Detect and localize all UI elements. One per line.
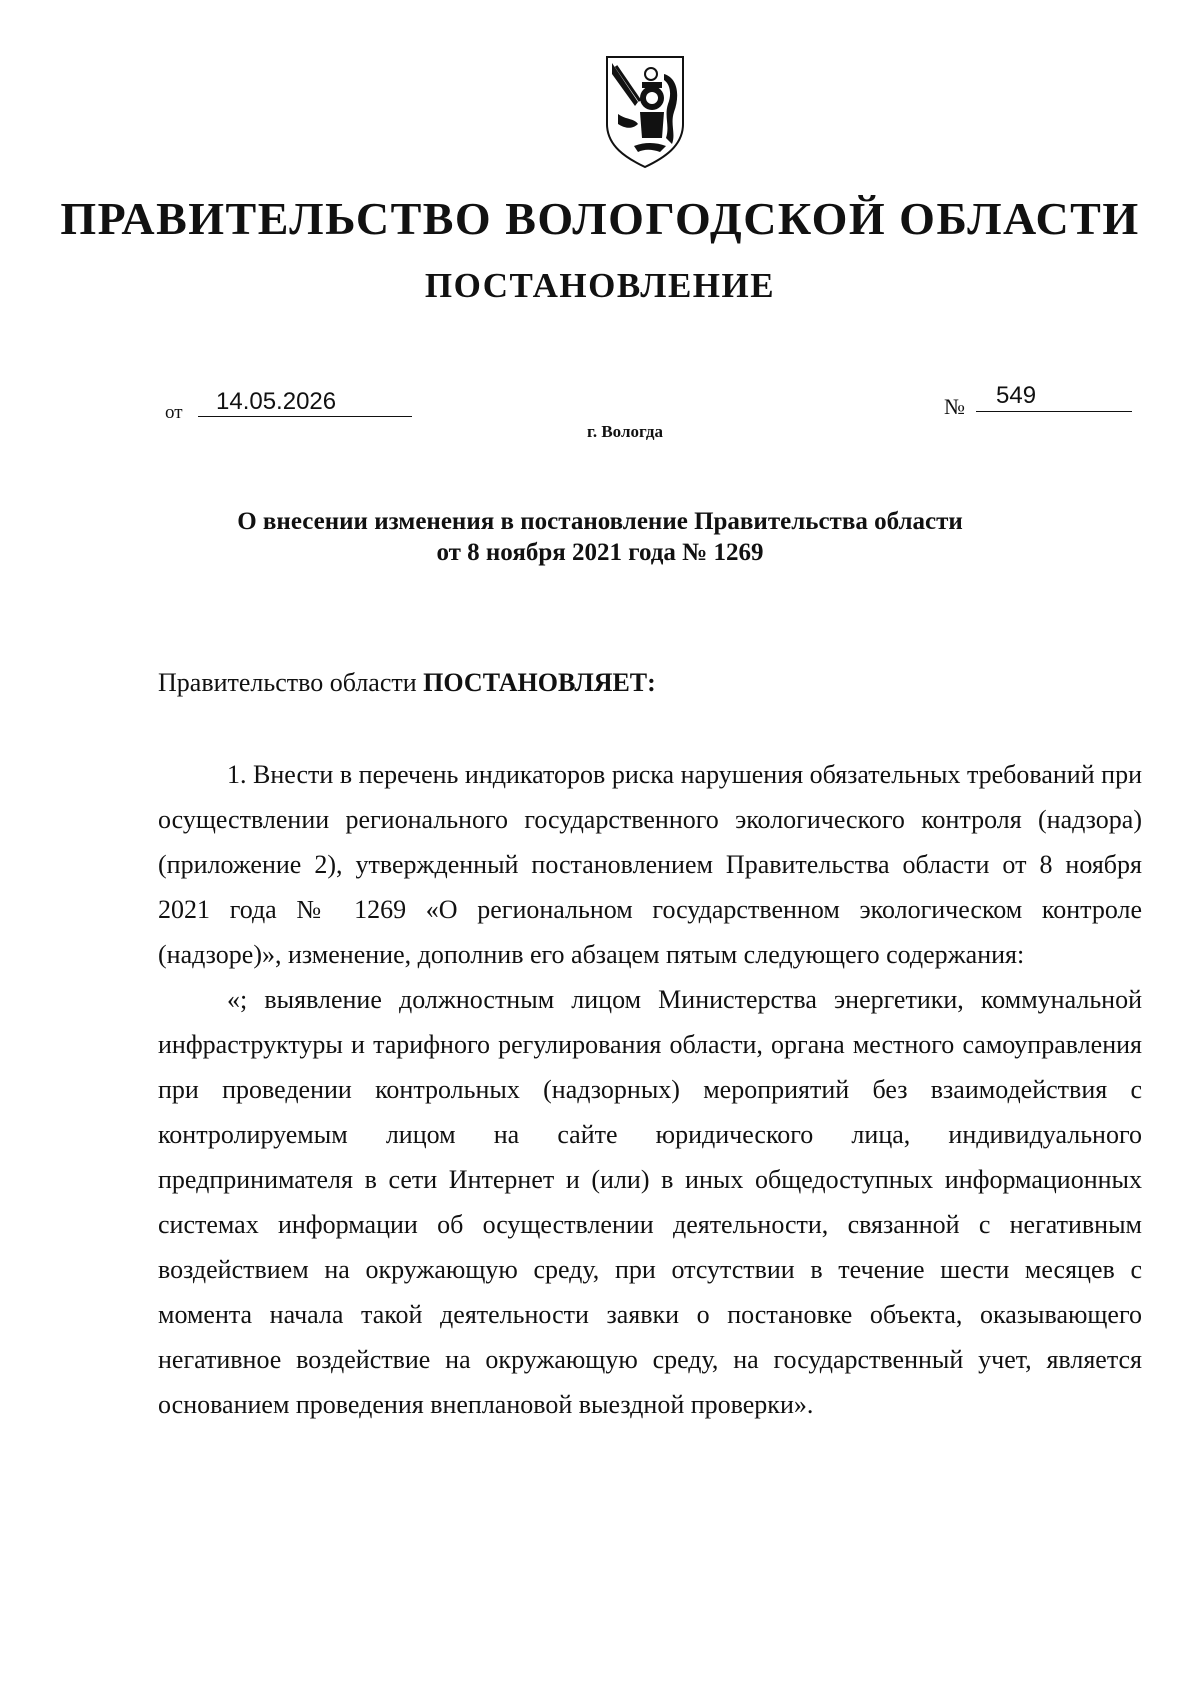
document-number: 549 <box>996 382 1037 409</box>
date-underline <box>198 416 412 417</box>
document-type-title: ПОСТАНОВЛЕНИЕ <box>424 266 776 305</box>
body-paragraph: «; выявление должностным лицом Министерства энергетики, коммунальной инфраструктуры и тарифного регулирования области, органа местного самоуправления при проведении контрольных (надзорных) мероприятий без взаимодействия с контролируемым лицом на сайте юридического лица, индивидуального предпринимателя в сети Интернет и (или) в иных общедоступных информационных системах информации об осуществлении деятельности, связанной с негативным воздействием на окружающую среду, при отсутствии в течение шести месяцев с момента начала такой деятельности заявки о постановке объекта, оказывающего негативное воздействие на окружающую среду, на государственный учет, является основанием проведения внеплановой выездной проверки». <box>158 985 1142 1419</box>
date-from-label: от <box>165 402 183 423</box>
document-subject <box>0 506 1200 568</box>
subject-line: от 8 ноября 2021 года № 1269 <box>436 539 764 566</box>
number-underline <box>976 411 1132 412</box>
preamble-emphasis: ПОСТАНОВЛЯЕТ: <box>423 668 656 697</box>
document-city: г. Вологда <box>587 422 663 441</box>
preamble <box>158 668 656 698</box>
government-title: ПРАВИТЕЛЬСТВО ВОЛОГОДСКОЙ ОБЛАСТИ <box>60 193 1140 244</box>
subject-line: О внесении изменения в постановление Правительства области <box>237 508 963 535</box>
body-paragraph: 1. Внести в перечень индикаторов риска нарушения обязательных требований при осуществлении регионального государственного экологического контроля (надзора) (приложение 2), утвержденный постановлением Правительства области от 8 ноября 2021 года № 1269 «О региональном государственном экологическом контроле (надзоре)», изменение, дополнив его абзацем пятым следующего содержания: <box>158 760 1142 969</box>
preamble-text: Правительство области <box>158 668 424 697</box>
document-date: 14.05.2026 <box>216 388 337 415</box>
coat-of-arms-emblem <box>604 54 686 170</box>
number-label: № <box>944 394 965 419</box>
document-body <box>158 752 1142 1427</box>
